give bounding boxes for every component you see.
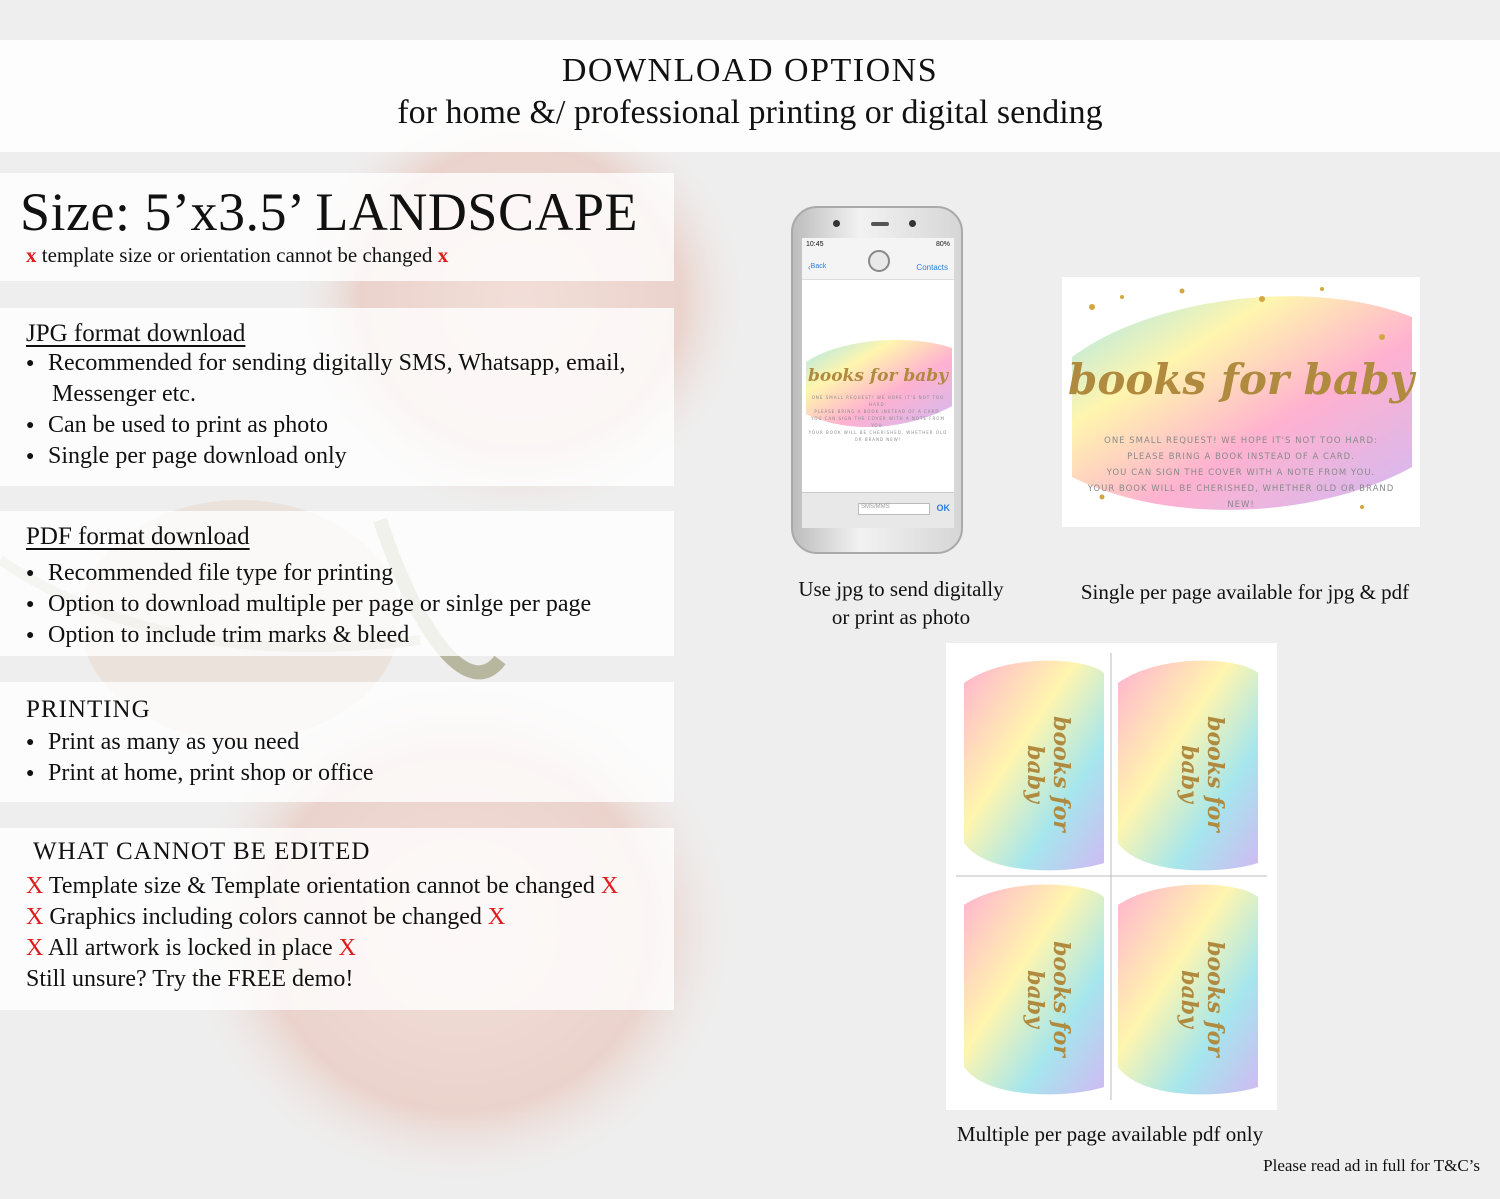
status-time: 10:45 <box>806 241 824 248</box>
list-item <box>26 933 618 964</box>
pdf-list <box>26 558 591 651</box>
avatar-icon <box>868 250 890 272</box>
terms-note: Please read ad in full for T&C’s <box>1263 1156 1480 1175</box>
message-input[interactable]: SMS/MMS <box>858 503 930 515</box>
card-title: books for baby <box>1022 941 1074 1057</box>
cannot-edit-panel <box>0 828 674 1010</box>
single-caption: Single per page available for jpg & pdf <box>1080 580 1410 604</box>
cannot-edit-title: WHAT CANNOT BE EDITED <box>33 838 371 865</box>
list-item: ● Option to include trim marks & bleed <box>26 620 591 651</box>
phone-caption <box>760 575 1042 631</box>
list-item-text: Messenger etc. <box>52 381 196 407</box>
size-note-text: template size or orientation cannot be changed <box>41 243 433 267</box>
list-item-text: All artwork is locked in place <box>48 935 333 961</box>
phone-screen <box>802 238 954 528</box>
phone-camera <box>909 220 916 227</box>
list-item: ● Recommended file type for printing <box>26 558 591 589</box>
single-card-preview <box>1062 277 1420 527</box>
list-item <box>26 348 625 410</box>
list-item: ● Can be used to print as photo <box>26 410 625 441</box>
size-title: Size: 5’x3.5’ LANDSCAPE <box>20 182 638 242</box>
card-title: books for baby <box>807 366 949 386</box>
x-mark: x <box>26 243 37 267</box>
list-item: ● Single per page download only <box>26 441 625 472</box>
printing-panel <box>0 682 674 802</box>
list-item <box>26 902 618 933</box>
card-message: ONE SMALL REQUEST! WE HOPE IT'S NOT TOO HARD: PLEASE BRING A BOOK INSTEAD OF A CARD. YOU CAN SIGN THE COVER WITH A NOTE FROM YOU. YOUR BOOK WILL BE CHERISHED, WHETHER OLD OR BRAND NEW! <box>808 395 948 442</box>
multiple-caption: Multiple per page available pdf only <box>956 1122 1264 1146</box>
list-item <box>26 871 618 902</box>
jpg-list <box>26 348 625 472</box>
demo-note: Still unsure? Try the FREE demo! <box>26 966 354 992</box>
phone-mockup <box>791 206 963 554</box>
x-mark: X <box>600 873 619 899</box>
printing-list <box>26 727 374 789</box>
back-button[interactable]: ‹ Back <box>808 263 827 272</box>
contacts-button[interactable]: Contacts <box>916 263 948 272</box>
x-mark: X <box>26 873 44 899</box>
list-item: ● Print at home, print shop or office <box>26 758 374 789</box>
card-title: books for baby <box>1176 716 1228 832</box>
card-title: books for baby <box>1068 355 1414 404</box>
multiple-per-page-preview <box>946 643 1277 1110</box>
x-mark: X <box>338 935 356 961</box>
card-message: ONE SMALL REQUEST! WE HOPE IT'S NOT TOO HARD: PLEASE BRING A BOOK INSTEAD OF A CARD. YOU CAN SIGN THE COVER WITH A NOTE FROM YOU. YOUR BOOK WILL BE CHERISHED, WHETHER OLD OR BRAND NEW! <box>1087 436 1395 510</box>
list-item-text: Template size & Template orientation cannot be changed <box>48 873 595 899</box>
list-item: ● Option to download multiple per page or sinlge per page <box>26 589 591 620</box>
cannot-edit-list <box>26 871 618 995</box>
printing-title: PRINTING <box>26 696 151 723</box>
x-mark: X <box>26 904 44 930</box>
x-mark: x <box>437 243 449 267</box>
messages-header <box>802 238 954 280</box>
list-item-text: Graphics including colors cannot be changed <box>49 904 482 930</box>
card-title: books for baby <box>1022 716 1074 832</box>
caption-line: or print as photo <box>831 605 971 629</box>
phone-sensor <box>833 220 840 227</box>
jpg-title: JPG format download <box>26 320 246 347</box>
send-button[interactable]: OK <box>936 503 950 513</box>
size-panel <box>0 173 674 281</box>
pdf-title: PDF format download <box>26 523 250 550</box>
list-item-text: Recommended for sending digitally SMS, Whatsapp, email, <box>48 350 626 376</box>
card-title: books for baby <box>1176 941 1228 1057</box>
size-note <box>26 243 448 268</box>
pdf-panel <box>0 511 674 656</box>
list-item: ● Print as many as you need <box>26 727 374 758</box>
caption-line: Use jpg to send digitally <box>798 577 1004 601</box>
message-bar <box>802 492 954 528</box>
phone-speaker <box>871 222 889 226</box>
page-subtitle: for home &/ professional printing or digital sending <box>397 94 1103 131</box>
x-mark: X <box>487 904 506 930</box>
x-mark: X <box>26 935 44 961</box>
jpg-panel <box>0 308 674 486</box>
page-title: DOWNLOAD OPTIONS <box>561 52 939 89</box>
status-battery: 80% <box>935 241 950 248</box>
header-banner <box>0 40 1500 152</box>
